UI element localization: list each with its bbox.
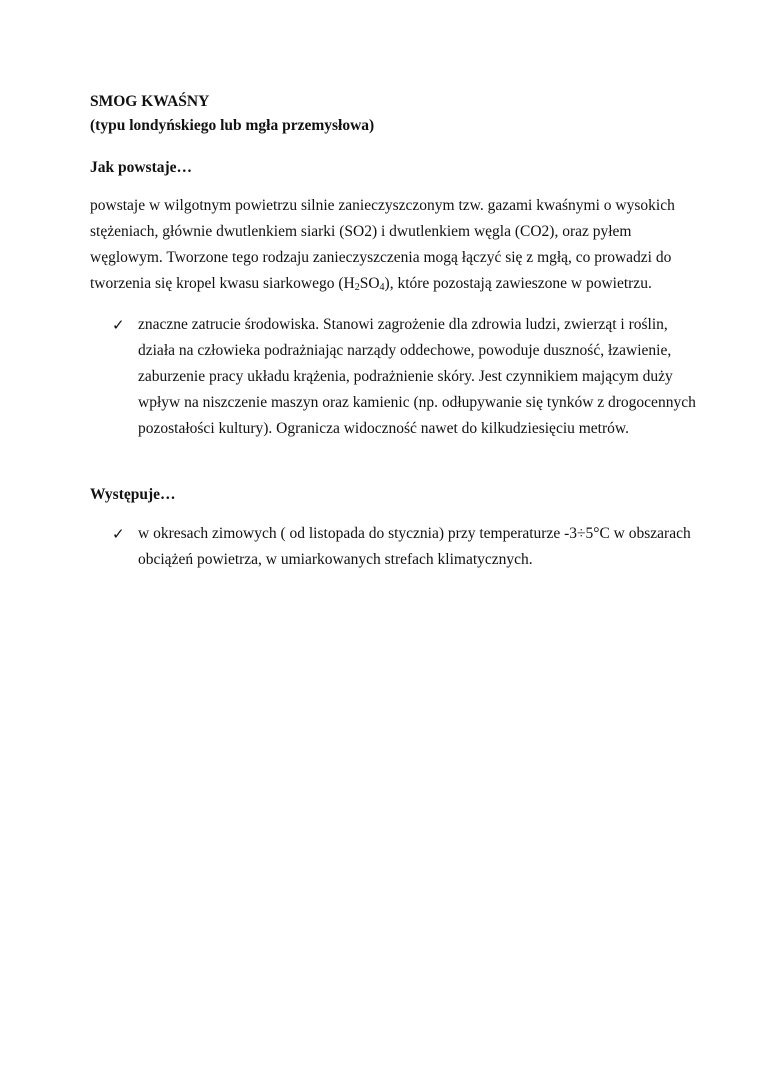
formula-so: SO (359, 275, 380, 292)
occurrence-bullet (112, 521, 698, 573)
document-title (90, 90, 680, 138)
check-icon: ✓ (112, 316, 125, 334)
check-icon: ✓ (112, 525, 125, 543)
title-line-1: SMOG KWAŚNY (90, 93, 210, 110)
section-heading-occurrence: Występuje… (90, 486, 176, 503)
formation-paragraph (90, 193, 680, 297)
paragraph-text-part-1: powstaje w wilgotnym powietrzu silnie zanieczyszczonym tzw. gazami kwaśnymi o wysokich stężeniach, głównie dwutlenkiem siarki (SO2) i dwutlenkiem węgla (CO2), oraz pyłem węglowym. Tworzone tego rodzaju zanieczyszczenia mogą łączyć się z mgłą, co prowadzi do tworzenia się kropel kwasu siarkowego (H (90, 197, 675, 292)
occurrence-bullet-text: w okresach zimowych ( od listopada do stycznia) przy temperaturze -3÷5°C w obszarach obciążeń powietrza, w umiarkowanych strefach klimatycznych. (138, 525, 691, 568)
effects-bullet-text: znaczne zatrucie środowiska. Stanowi zagrożenie dla zdrowia ludzi, zwierząt i roślin, działa na człowieka podrażniając narządy oddechowe, powoduje duszność, łzawienie, zaburzenie pracy układu krążenia, podrażnienie skóry. Jest czynnikiem mającym duży wpływ na niszczenie maszyn oraz kamienic (np. odłupywanie się tynków z drogocennych pozostałości kultury). Ogranicza widoczność nawet do kilkudziesięciu metrów. (138, 316, 696, 437)
effects-bullet (112, 312, 698, 442)
subscript-4: 4 (379, 282, 385, 293)
subscript-2: 2 (354, 282, 360, 293)
section-heading-formation: Jak powstaje… (90, 159, 193, 176)
title-line-2: (typu londyńskiego lub mgła przemysłowa) (90, 117, 375, 134)
paragraph-text-part-2: ), które pozostają zawieszone w powietrzu. (384, 275, 652, 292)
